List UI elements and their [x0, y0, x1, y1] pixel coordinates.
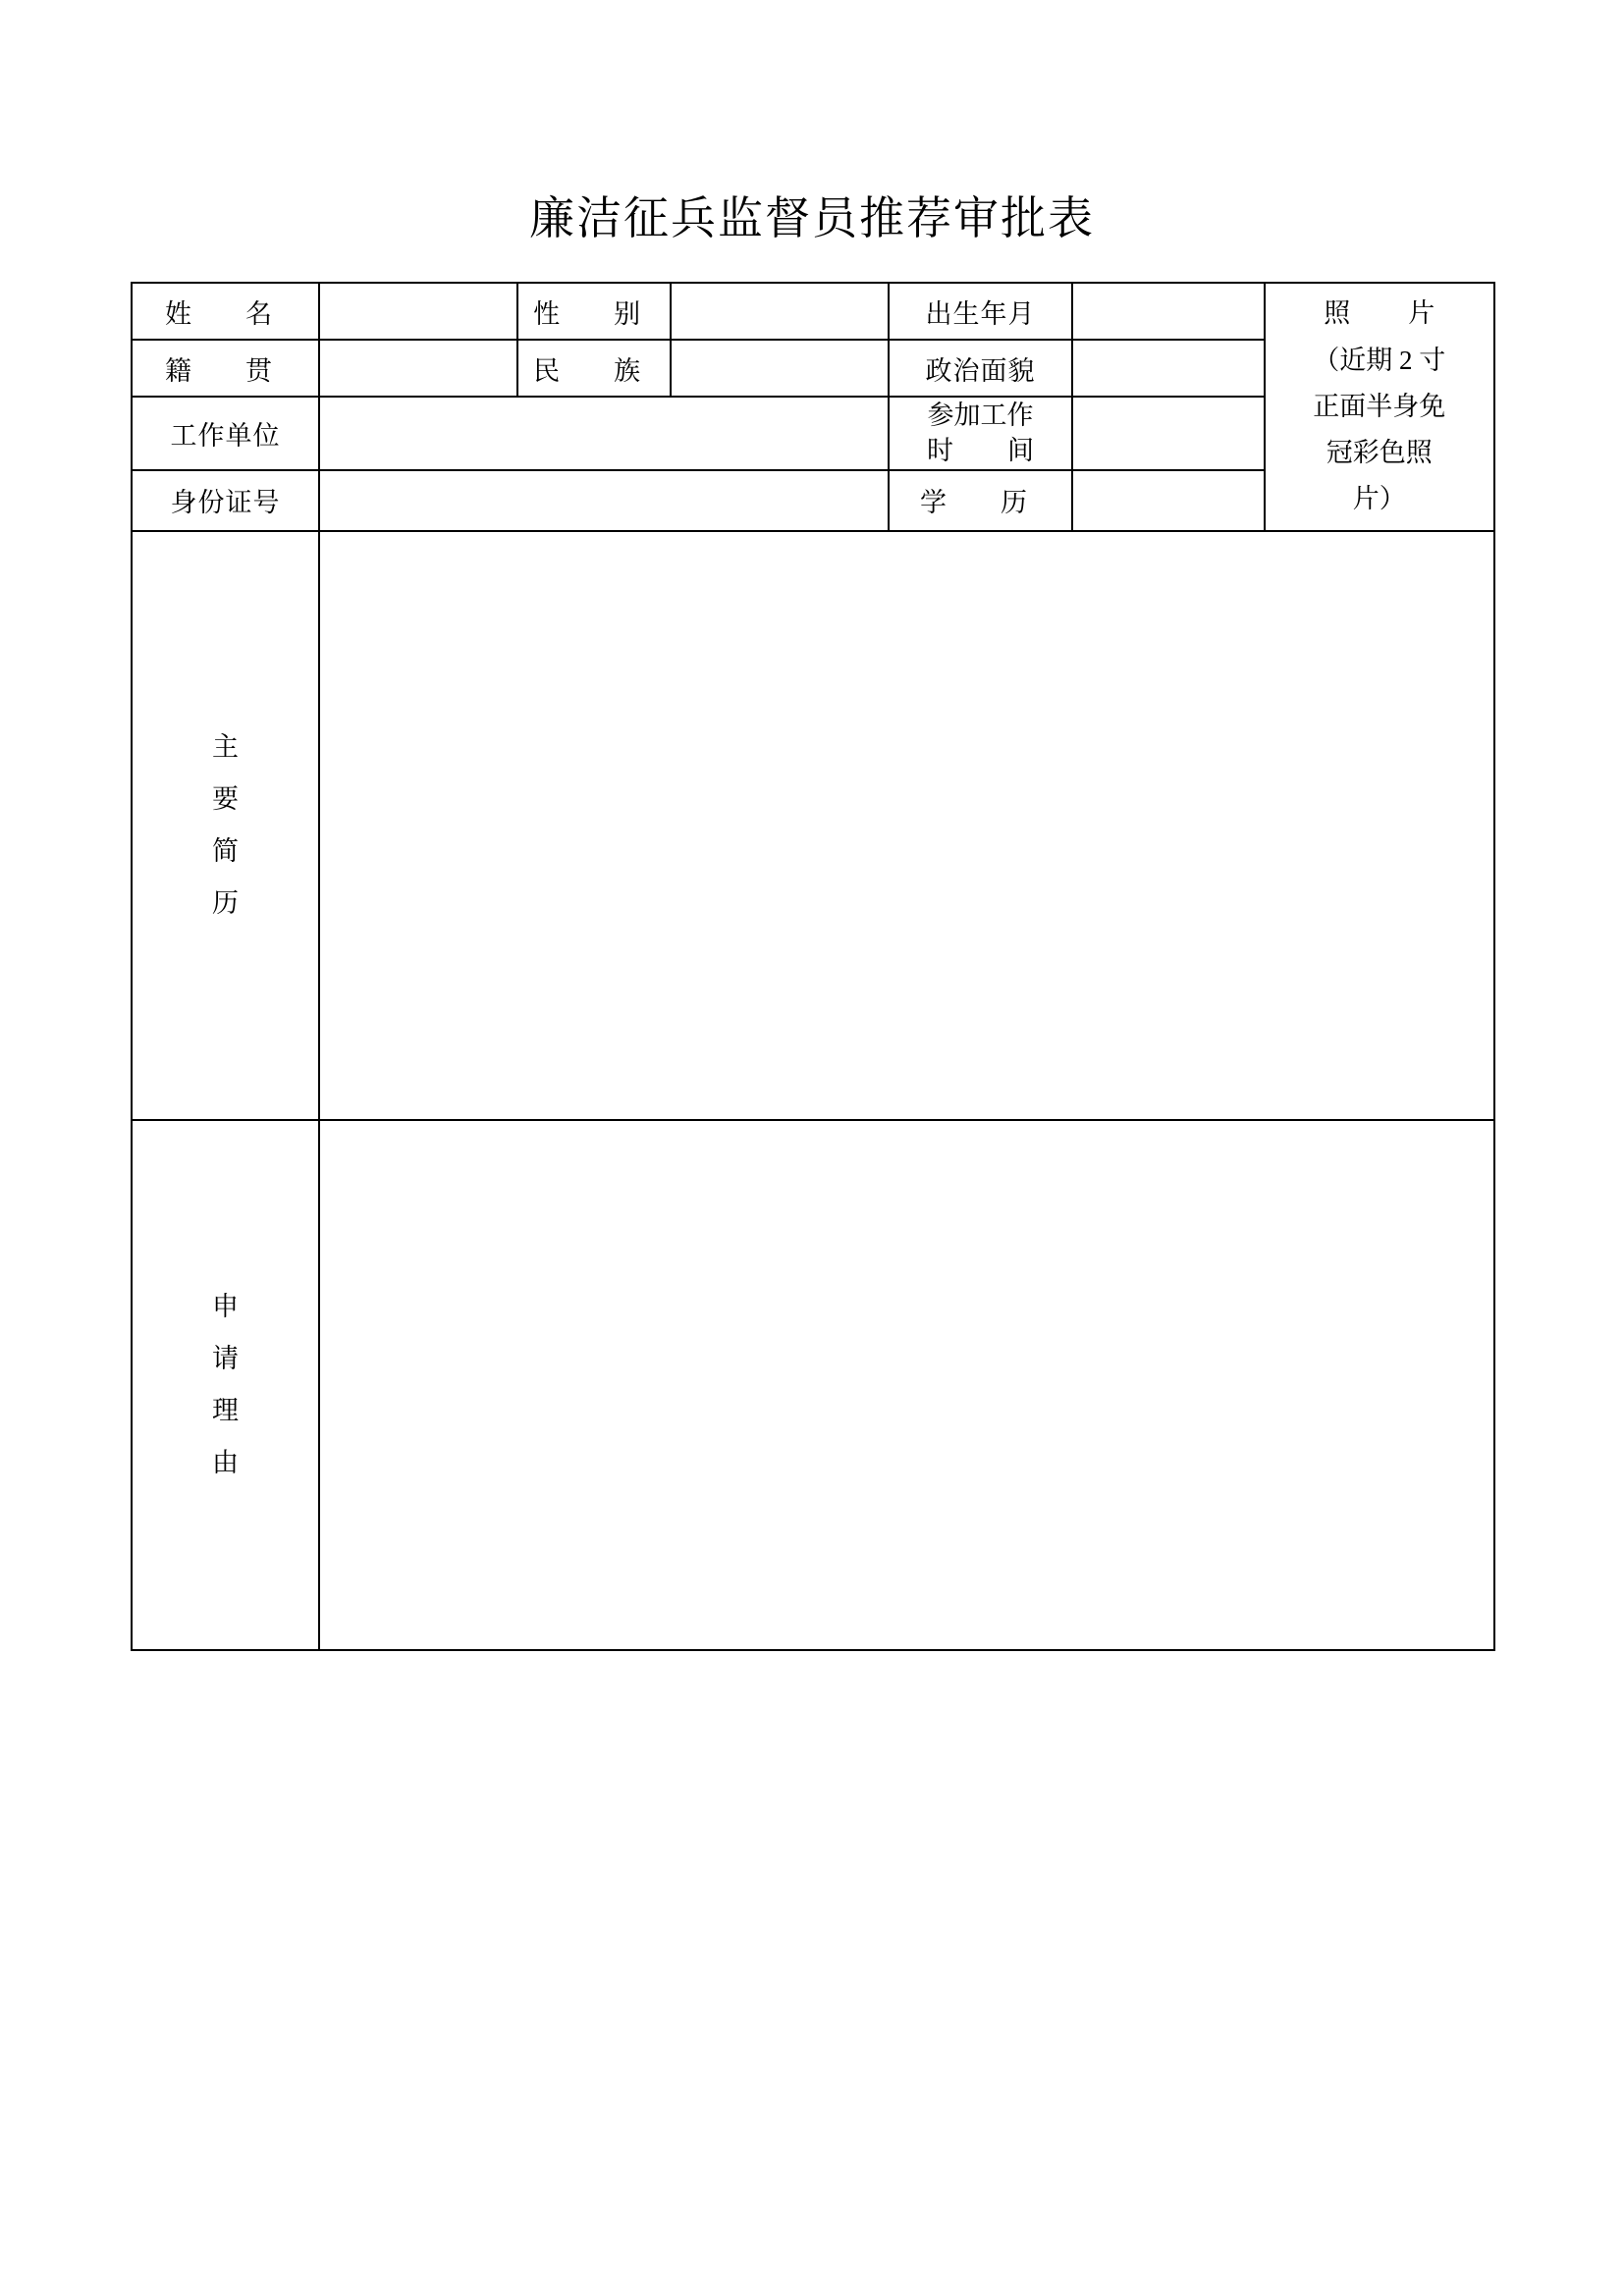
photo-note-line-3: 冠彩色照: [1326, 438, 1433, 468]
field-work-start[interactable]: [1072, 397, 1265, 470]
field-gender[interactable]: [671, 283, 890, 340]
recommendation-form-table: [131, 282, 1495, 1651]
label-id-number: 身份证号: [132, 470, 319, 531]
table-row: [132, 531, 1494, 1120]
label-native-place: 籍 贯: [132, 340, 319, 397]
field-birth[interactable]: [1072, 283, 1265, 340]
label-birth: 出生年月: [889, 283, 1071, 340]
label-main-resume-char-2: 要: [212, 783, 240, 814]
label-work-unit: 工作单位: [132, 397, 319, 470]
label-application-reason-char-4: 由: [212, 1447, 240, 1477]
photo-note-line-1: （近期 2 寸: [1313, 345, 1446, 375]
field-name[interactable]: [319, 283, 517, 340]
label-main-resume-char-4: 历: [212, 887, 240, 918]
label-ethnicity: 民 族: [517, 340, 671, 397]
field-ethnicity[interactable]: [671, 340, 890, 397]
label-education: 学 历: [889, 470, 1071, 531]
field-main-resume[interactable]: [319, 531, 1494, 1120]
table-row: [132, 1120, 1494, 1650]
field-political-status[interactable]: [1072, 340, 1265, 397]
photo-placeholder: [1265, 283, 1495, 531]
label-work-start: [889, 397, 1071, 470]
label-work-start-line-1: 参加工作: [927, 400, 1034, 430]
photo-title: 照 片: [1324, 298, 1451, 329]
photo-note-line-2: 正面半身免: [1313, 391, 1446, 421]
field-native-place[interactable]: [319, 340, 517, 397]
field-application-reason[interactable]: [319, 1120, 1494, 1650]
label-main-resume-char-1: 主: [212, 731, 240, 762]
label-application-reason-char-3: 理: [212, 1395, 240, 1425]
label-application-reason-char-2: 请: [212, 1343, 240, 1373]
label-main-resume: [132, 531, 319, 1120]
field-education[interactable]: [1072, 470, 1265, 531]
photo-note-line-4: 片）: [1352, 484, 1406, 514]
field-id-number[interactable]: [319, 470, 889, 531]
table-row: [132, 283, 1494, 340]
field-work-unit[interactable]: [319, 397, 889, 470]
label-gender: 性 别: [517, 283, 671, 340]
label-application-reason: [132, 1120, 319, 1650]
label-work-start-line-2: 时 间: [927, 436, 1049, 466]
label-application-reason-char-1: 申: [212, 1291, 240, 1321]
page-title: 廉洁征兵监督员推荐审批表: [529, 193, 1095, 243]
label-main-resume-char-3: 简: [212, 835, 240, 866]
label-political-status: 政治面貌: [889, 340, 1071, 397]
label-name: 姓 名: [132, 283, 319, 340]
